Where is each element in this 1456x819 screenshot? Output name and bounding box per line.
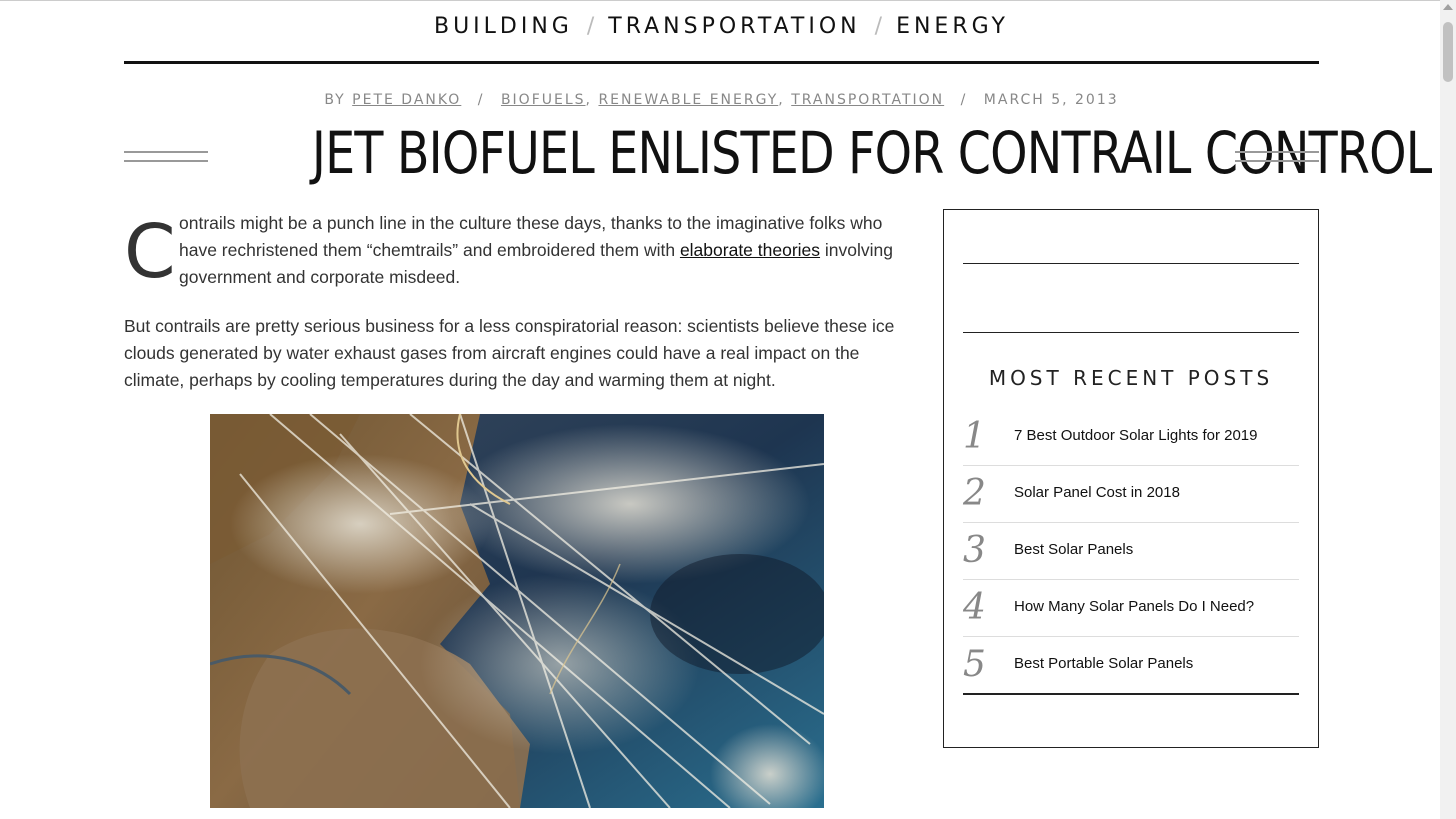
category-link-biofuels[interactable]: BIOFUELS xyxy=(500,92,586,108)
meta-separator: / xyxy=(960,92,968,108)
category-link-transportation[interactable]: TRANSPORTATION xyxy=(791,92,945,108)
most-recent-posts-heading: MOST RECENT POSTS xyxy=(988,366,1274,390)
nav-energy[interactable]: ENERGY xyxy=(896,14,1009,39)
paragraph-text: ontrails might be a punch line in the culture these days, thanks to the imaginative folks who have rechristened them “chemtrails” and embroidered them with xyxy=(179,213,883,260)
title-decoration-left xyxy=(124,151,208,162)
byline-prefix: BY xyxy=(324,92,346,108)
post-number: 1 xyxy=(963,416,986,457)
list-item xyxy=(963,637,1299,695)
recent-post-link[interactable]: How Many Solar Panels Do I Need? xyxy=(1014,598,1255,615)
nav-separator: / xyxy=(874,14,883,39)
scrollbar-thumb[interactable] xyxy=(1443,22,1453,82)
elaborate-theories-link[interactable]: elaborate theories xyxy=(679,240,821,260)
nav-divider xyxy=(124,61,1319,64)
recent-post-link[interactable]: Solar Panel Cost in 2018 xyxy=(1014,484,1180,501)
list-item xyxy=(963,523,1299,580)
top-border xyxy=(0,0,1440,1)
scroll-up-arrow-icon[interactable] xyxy=(1443,4,1453,10)
author-link[interactable]: PETE DANKO xyxy=(352,92,462,108)
list-item xyxy=(963,409,1299,466)
post-number: 2 xyxy=(963,473,986,514)
recent-post-link[interactable]: Best Solar Panels xyxy=(1014,541,1134,558)
article-meta xyxy=(124,92,1319,108)
drop-cap: C xyxy=(124,209,176,295)
category-link-renewable-energy[interactable]: RENEWABLE ENERGY xyxy=(598,92,779,108)
recent-post-link[interactable]: 7 Best Outdoor Solar Lights for 2019 xyxy=(1014,427,1258,444)
recent-post-link[interactable]: Best Portable Solar Panels xyxy=(1014,655,1194,672)
contrails-satellite-photo xyxy=(210,414,824,808)
nav-separator: / xyxy=(586,14,595,39)
meta-separator: / xyxy=(477,92,485,108)
sidebar xyxy=(943,209,1319,748)
article-paragraph-1 xyxy=(179,210,914,291)
nav-building[interactable]: BUILDING xyxy=(433,14,573,39)
category-comma: , xyxy=(585,92,592,108)
paragraph-text: involving government and corporate misdeed. xyxy=(179,240,894,287)
title-row xyxy=(124,118,1432,188)
title-decoration-right xyxy=(1235,151,1319,162)
category-comma: , xyxy=(778,92,785,108)
top-navigation xyxy=(124,14,1319,39)
post-number: 4 xyxy=(963,587,986,628)
list-item xyxy=(963,466,1299,523)
list-item xyxy=(963,580,1299,637)
vertical-scrollbar[interactable] xyxy=(1440,0,1456,819)
post-date: MARCH 5, 2013 xyxy=(983,92,1119,108)
post-number: 5 xyxy=(963,644,986,685)
article-paragraph-2: But contrails are pretty serious business for a less conspiratorial reason: scientists believe these ice clouds generated by water exhaust gases from aircraft engines could have a real impact on the climate, perhaps by cooling temperatures during the day and warming them at night. xyxy=(124,316,895,390)
page-title: JET BIOFUEL ENLISTED FOR CONTRAIL CONTROL xyxy=(311,119,1432,187)
recent-posts-list xyxy=(963,409,1299,695)
post-number: 3 xyxy=(963,530,986,571)
sidebar-divider xyxy=(963,332,1299,333)
sidebar-divider xyxy=(963,263,1299,264)
nav-transportation[interactable]: TRANSPORTATION xyxy=(608,14,861,39)
